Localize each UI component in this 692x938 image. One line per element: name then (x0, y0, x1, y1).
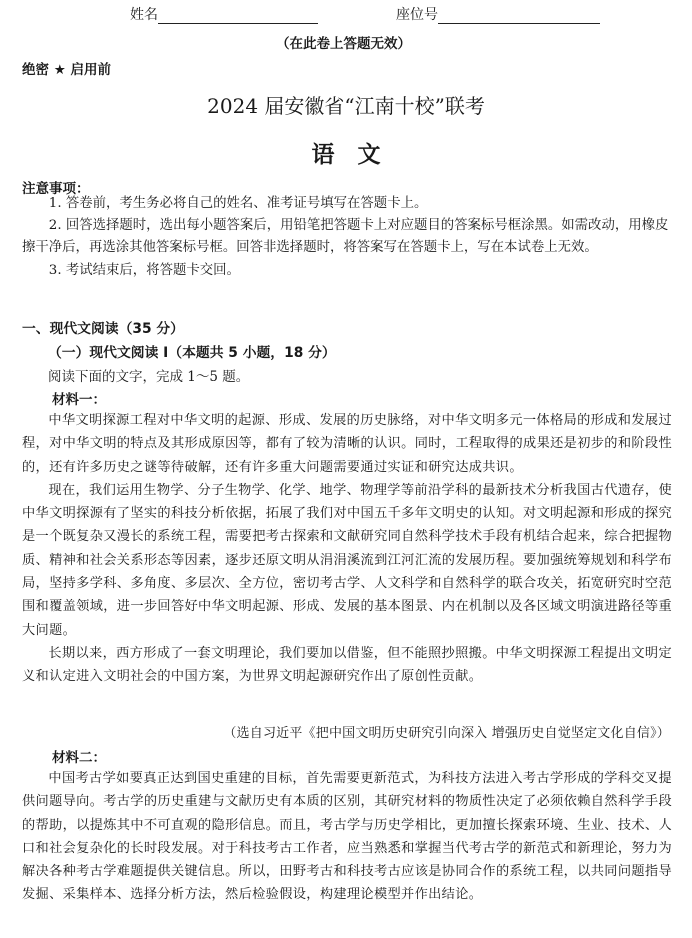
subsection-heading: （一）现代文阅读 I（本题共 5 小题，18 分） (48, 345, 336, 361)
material2-label: 材料二： (52, 750, 106, 766)
note-item: 2. 回答选择题时，选出每小题答案后，用铅笔把答题卡上对应题目的答案标号框涂黑。如需改动，用橡皮擦干净后，再选涂其他答案标号框。回答非选择题时，将答案写在答题卡上，写在本试卷上无效。 (22, 218, 669, 256)
material1-source: （选自习近平《把中国文明历史研究引向深入 增强历史自觉坚定文化自信》） (223, 726, 670, 741)
notes-list (22, 193, 672, 282)
seat-label: 座位号 (396, 7, 438, 23)
name-underline (158, 9, 318, 24)
material-paragraph: 中华文明探源工程对中华文明的起源、形成、发展的历史脉络，对中华文明多元一体格局的形成和发展过程，对中华文明的特点及其形成原因等，都有了较为清晰的认识。同时，工程取得的成果还是初步的和阶段性的，还有许多历史之谜等待破解，还有许多重大问题需要通过实证和研究达成共识。 (22, 413, 672, 475)
reading-instruction: 阅读下面的文字，完成 1～5 题。 (48, 369, 250, 385)
name-label: 姓名 (130, 7, 158, 23)
section-heading: 一、现代文阅读（35 分） (22, 321, 184, 337)
notes-heading: 注意事项： (22, 181, 90, 197)
seat-underline (438, 9, 600, 24)
material1-body (22, 409, 672, 689)
material-paragraph: 长期以来，西方形成了一套文明理论，我们要加以借鉴，但不能照抄照搬。中华文明探源工程提出文明定义和认定进入文明社会的中国方案，为世界文明起源研究作出了原创性贡献。 (22, 645, 672, 685)
seat-field (396, 4, 600, 24)
material-paragraph: 中国考古学如要真正达到国史重建的目标，首先需要更新范式，为科技方法进入考古学形成的学科交叉提供问题导向。考古学的历史重建与文献历史有本质的区别，其研究材料的物质性决定了必须依赖自然科学手段的帮助，以提炼其中不可直观的隐形信息。而且，考古学与历史学相比，更加擅长探索环境、生业、技术、人口和社会复杂化的长时段发展。对于科技考古工作者，应当熟悉和掌握当代考古学的新范式和新理论，努力为解决各种考古学难题提供关键信息。所以，田野考古和科技考古应该是协同合作的系统工程，以共同问题指导发掘、采集样本、选择分析方法，然后检验假设，构建理论模型并作出结论。 (22, 771, 672, 903)
secret-mark: 绝密 ★ 启用前 (22, 62, 112, 78)
material-paragraph: 现在，我们运用生物学、分子生物学、化学、地学、物理学等前沿学科的最新技术分析我国古代遗存，使中华文明探源有了坚实的科技分析依据，拓展了我们对中国五千多年文明史的认知。对文明起源和形成的探究是一个既复杂又漫长的系统工程，需要把考古探索和文献研究同自然科学技术手段有机结合起来，综合把握物质、精神和社会关系形态等因素，逐步还原文明从涓涓溪流到江河汇流的发展历程。要加强统筹规划和科学布局，坚持多学科、多角度、多层次、全方位，密切考古学、人文科学和自然科学的联合攻关，拓宽研究时空范围和覆盖领域，进一步回答好中华文明起源、形成、发展的基本图景、内在机制以及各区域文明演进路径等重大问题。 (22, 482, 672, 638)
name-field (130, 4, 318, 24)
note-item: 1. 答卷前，考生务必将自己的姓名、准考证号填写在答题卡上。 (48, 196, 428, 211)
invalid-note: （在此卷上答题无效） (276, 36, 411, 52)
material1-label: 材料一： (52, 392, 106, 408)
subject-title: 语 文 (311, 142, 381, 168)
note-item: 3. 考试结束后，将答题卡交回。 (48, 262, 240, 278)
exam-title: 2024 届安徽省“江南十校”联考 (207, 94, 485, 118)
material2-body (22, 767, 672, 907)
